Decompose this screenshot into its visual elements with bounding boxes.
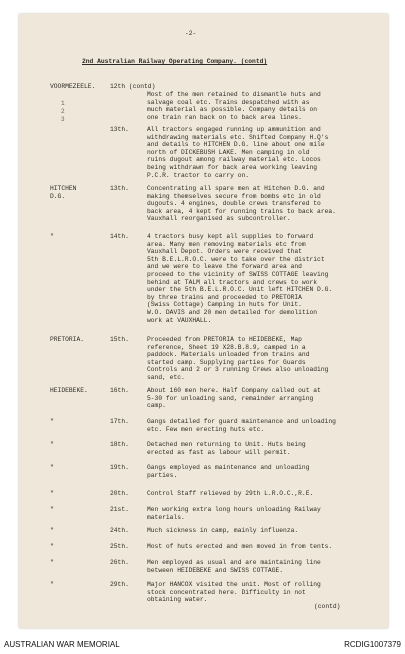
entry-place: ": [50, 418, 54, 425]
entry-place: HITCHEN D.G.: [50, 185, 77, 200]
entry-date: 19th.: [110, 464, 129, 471]
entry-date: 29th.: [110, 581, 129, 588]
entry-place: ": [50, 506, 54, 513]
entry-text-line: back area, 4 kept for running trains to back area.: [147, 207, 336, 215]
entry-text-line: Detached men returning to Unit. Huts being: [147, 441, 306, 448]
entry-text-line: Men employed as usual and are maintaining line: [147, 559, 321, 566]
entry-place: ": [50, 581, 54, 588]
entry-text-line: making themselves secure from bombs etc in old: [147, 192, 321, 200]
entry-text-line: area. Many men removing materials etc from: [147, 240, 306, 248]
entry-text-line: Controls and 2 or 3 running Crews also unloading: [147, 366, 329, 374]
entry-text-line: Gangs detailed for guard maintenance and unloading: [147, 418, 336, 425]
entry-text-line: Vauxhall reorganised as subcontroller.: [147, 215, 291, 223]
entry-text-line: and we were to leave the forward area and: [147, 263, 302, 271]
entry-text-line: dugouts. 4 engines, double crews transfered to: [147, 200, 321, 208]
entry-text-line: Proceeded from PRETORIA to HEIDEBEKE, Map: [147, 336, 302, 343]
entry-date: 21st.: [110, 506, 129, 513]
entry-text-line: withdrawing materials etc. Shifted Company H.Q's: [147, 133, 329, 141]
entry-text-line: parties.: [147, 471, 178, 479]
entry-text-line: Control Staff relieved by 29th L.R.O.C.,R.E.: [147, 490, 314, 497]
entry-text-line: and details to HITCHEN D.G. line about one mile: [147, 141, 325, 149]
entry-place: ": [50, 559, 54, 566]
entry-date: 15th.: [110, 336, 129, 343]
entry-text-line: Much sickness in camp, mainly influenza.: [147, 527, 299, 534]
entry-text-line: north of DICKEBUSH LAKE. Men camping in old: [147, 148, 310, 156]
entry-date: 20th.: [110, 490, 129, 497]
continued-note: (contd): [314, 603, 341, 610]
entry-text-line: much material as possible. Company details on: [147, 106, 318, 114]
entry-place: ": [50, 464, 54, 471]
entry-date: 14th.: [110, 233, 129, 240]
entry-text-line: salvage coal etc. Trains despatched with as: [147, 98, 310, 106]
entry-date: 24th.: [110, 527, 129, 534]
entry-date: 25th.: [110, 543, 129, 550]
entry-text-line: Concentrating all spare men at Hitchen D.G. and: [147, 185, 325, 192]
entry-place: ": [50, 441, 54, 448]
document-heading: 2nd Australian Railway Operating Company. (contd): [82, 58, 268, 65]
entry-text-line: paddock. Materials unloaded from trains and: [147, 351, 310, 359]
entry-text-line: by three trains and proceeded to PRETORIA: [147, 293, 302, 301]
entry-text-line: P.C.R. tractor to carry on.: [147, 171, 250, 179]
entry-text-line: behind at TALM all tractors and crews to work: [147, 278, 318, 286]
entry-text-line: ruins dugout among railway material etc. Locos: [147, 156, 321, 164]
entry-text-line: sand, etc.: [147, 374, 185, 381]
entry-place: ": [50, 527, 54, 534]
entry-text-line: Major HANCOX visited the unit. Most of rolling: [147, 581, 321, 588]
entry-place: ": [50, 233, 54, 240]
entry-text-line: (Swiss Cottage) Camping in huts for Unit.: [147, 301, 302, 309]
entry-place: ": [50, 490, 54, 497]
entry-text-line: materials.: [147, 513, 185, 521]
entry-date: 13th.: [110, 185, 129, 192]
footer-document-id: RCDIG1007379: [344, 640, 401, 649]
entry-date: 26th.: [110, 559, 129, 566]
entry-date: 18th.: [110, 441, 129, 448]
footer-archive-name: AUSTRALIAN WAR MEMORIAL: [4, 640, 120, 649]
entry-text-line: etc. Few men erecting huts etc.: [147, 425, 265, 433]
entry-text-line: Gangs employed as maintenance and unloading: [147, 464, 310, 471]
page-number: -2-: [185, 30, 197, 37]
entry-date: 16th.: [110, 387, 129, 394]
entry-place: HEIDEBEKE.: [50, 387, 88, 394]
entry-date: 13th.: [110, 126, 129, 133]
entry-text-line: camp.: [147, 402, 166, 410]
margin-mark: 3: [61, 116, 65, 123]
entry-text-line: Vauxhall Depot. Orders were received that: [147, 248, 302, 256]
entry-text-line: work at VAUXHALL.: [147, 316, 212, 324]
entry-date: 12th (contd): [110, 83, 156, 90]
entry-text-line: Men working extra long hours unloading Railway: [147, 506, 321, 513]
entry-text-line: 4 tractors busy kept all supplies to forward: [147, 233, 314, 240]
margin-mark: 1: [61, 100, 65, 107]
entry-date: 17th.: [110, 418, 129, 425]
entry-place: PRETORIA.: [50, 336, 85, 343]
entry-text-line: under the 5th B.E.L.R.O.C. Unit left HITCHEN D.G.: [147, 286, 333, 294]
entry-place: VOORMEZEELE.: [50, 83, 96, 90]
entry-text-line: obtaining water.: [147, 596, 208, 604]
entry-text-line: being withdrawn for back area working leaving: [147, 164, 318, 171]
entry-text-line: stock concentrated here. Difficulty in not: [147, 588, 306, 596]
entry-text-line: Most of huts erected and men moved in from tents.: [147, 543, 333, 550]
entry-text-line: between HEIDEBEKE and SWISS COTTAGE.: [147, 566, 284, 574]
entry-place: ": [50, 543, 54, 550]
entry-text-line: proceed to the vicinity of SWISS COTTAGE leaving: [147, 271, 329, 278]
entry-text-line: one train ran back on to back area lines.: [147, 113, 302, 121]
entry-text-line: Most of the men retained to dismantle huts and: [147, 91, 321, 98]
entry-text-line: erected as fast as labour will permit.: [147, 448, 291, 456]
entry-text-line: All tractors engaged running up ammunition and: [147, 126, 321, 133]
entry-text-line: W.O. DAVIS and 20 men detailed for demolition: [147, 309, 318, 316]
entry-text-line: 5-30 for unloading sand, remainder arranging: [147, 394, 314, 402]
entry-text-line: 5th B.E.L.R.O.C. were to take over the district: [147, 255, 325, 263]
entry-text-line: started camp. Supplying parties for Guards: [147, 358, 306, 366]
entry-text-line: reference, Sheet 19 X28.B.8.9, camped in a: [147, 343, 306, 351]
entry-text-line: About 160 men here. Half Company called out at: [147, 387, 321, 394]
margin-mark: 2: [61, 108, 65, 115]
